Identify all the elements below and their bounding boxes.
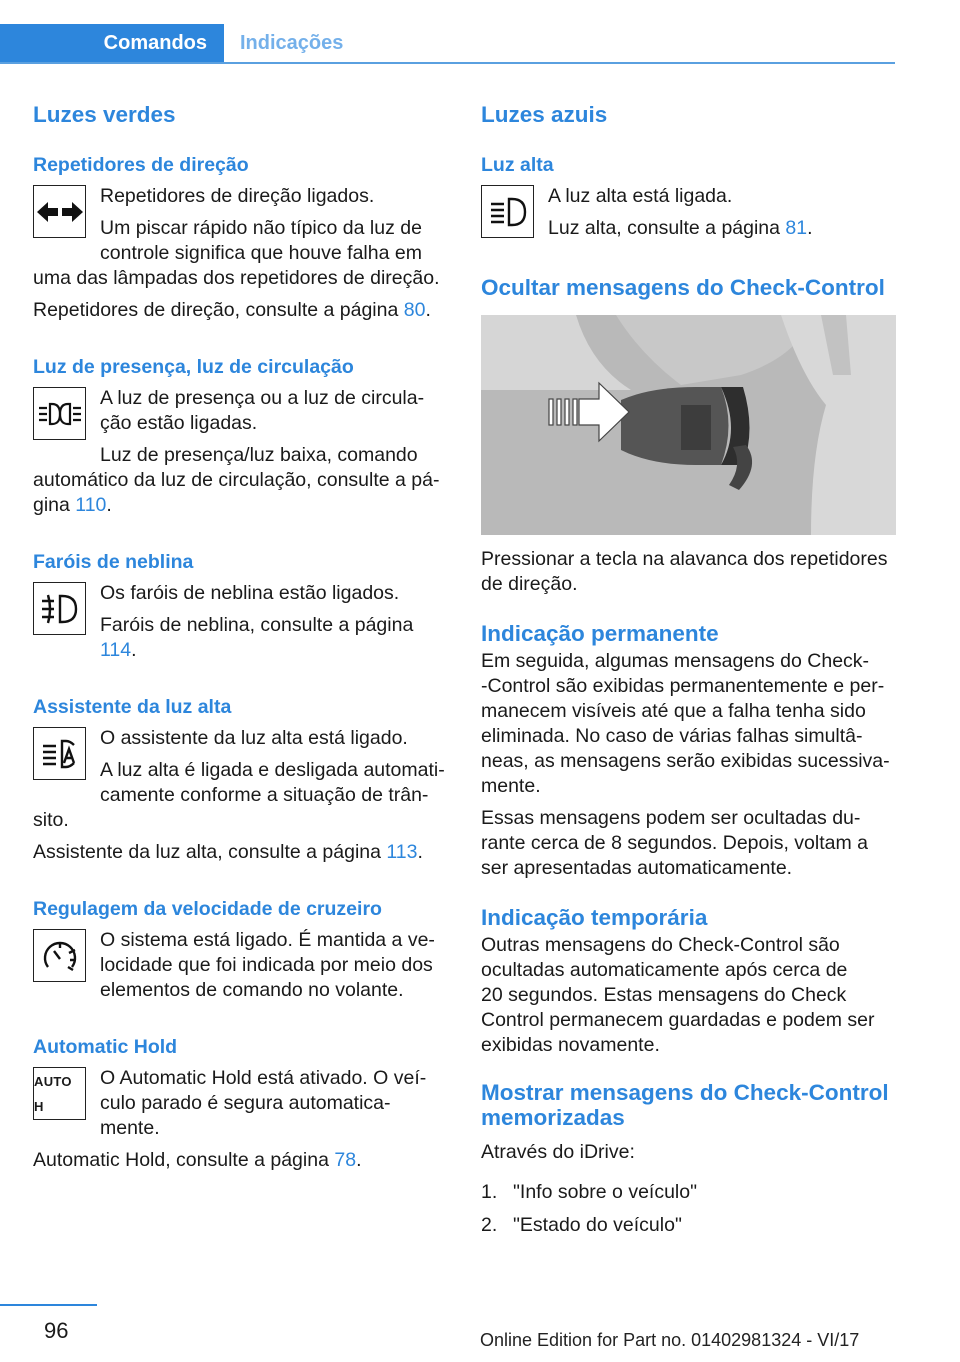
list-item: 2. "Estado do veículo"	[481, 1214, 682, 1236]
entry-turn-signals	[33, 184, 448, 323]
text-line: Os faróis de neblina estão ligados.	[100, 582, 400, 604]
text-line: ser apresentadas automaticamente.	[481, 857, 793, 879]
text-line: O assistente da luz alta está ligado.	[100, 727, 408, 749]
footer-rule	[0, 1304, 97, 1306]
list-item: 1. "Info sobre o veículo"	[481, 1181, 698, 1203]
text-line: Luz alta, consulte a página 81.	[548, 217, 813, 239]
page-link-113[interactable]: 113	[386, 841, 418, 863]
text-line: gina 110.	[33, 494, 112, 516]
parking-light-icon	[33, 387, 86, 440]
text-line: camente conforme a situação de trân‐	[100, 784, 429, 806]
text-line: Repetidores de direção ligados.	[100, 185, 375, 207]
heading-temporary-indication: Indicação temporária	[481, 905, 708, 930]
text-line: -Control são exibidas permanentemente e per‐	[481, 675, 885, 697]
text-line: rante cerca de 8 segundos. Depois, voltam a	[481, 832, 868, 854]
text-line: mente.	[100, 1117, 160, 1139]
heading-parking-lights: Luz de presença, luz de circulação	[33, 356, 354, 378]
text-line: Repetidores de direção, consulte a página 80.	[33, 299, 431, 321]
section-title-blue-lights: Luzes azuis	[481, 102, 608, 127]
header-bar	[0, 24, 895, 64]
page-link-114[interactable]: 114	[100, 639, 132, 661]
text-line: A luz de presença ou a luz de circula‐	[100, 387, 425, 409]
text-line: Faróis de neblina, consulte a página	[100, 614, 414, 636]
high-beam-assistant-icon	[33, 727, 86, 780]
page-link-110[interactable]: 110	[75, 494, 107, 516]
text-line: Pressionar a tecla na alavanca dos repetidores	[481, 548, 888, 570]
page-link-78[interactable]: 78	[334, 1149, 357, 1171]
text-line: uma das lâmpadas dos repetidores de direção.	[33, 267, 440, 289]
entry-high-beam-assistant	[33, 726, 448, 865]
tab-indicacoes[interactable]: Indicações	[240, 31, 344, 54]
idrive-steps-list	[481, 1180, 896, 1238]
text-line: sito.	[33, 809, 69, 831]
page-link-80[interactable]: 80	[403, 299, 426, 321]
entry-fog-lights	[33, 581, 448, 663]
text-line: Outras mensagens do Check-Control são	[481, 934, 840, 956]
text-line: controle significa que houve falha em	[100, 242, 422, 264]
entry-cruise-control	[33, 928, 448, 1003]
text-line: eliminada. No caso de várias falhas simultâ‐	[481, 725, 863, 747]
cruise-control-icon	[33, 929, 86, 982]
heading-turn-signals: Repetidores de direção	[33, 154, 249, 176]
auto-hold-icon: AUTO H	[33, 1067, 86, 1120]
page-link-81[interactable]: 81	[785, 217, 808, 239]
turn-signal-lever-photo	[481, 315, 896, 535]
text-line: de direção.	[481, 573, 578, 595]
text-line: elementos de comando no volante.	[100, 979, 404, 1001]
entry-parking-lights	[33, 386, 448, 518]
text-line: Em seguida, algumas mensagens do Check‐	[481, 650, 870, 672]
turn-signal-arrows-icon	[33, 185, 86, 238]
high-beam-icon	[481, 185, 534, 238]
heading-fog-lights: Faróis de neblina	[33, 551, 194, 573]
text-line: culo parado é segura automatica‐	[100, 1092, 391, 1114]
entry-automatic-hold	[33, 1066, 448, 1173]
heading-automatic-hold: Automatic Hold	[33, 1036, 178, 1058]
heading-high-beam: Luz alta	[481, 154, 554, 176]
text-line: exibidas novamente.	[481, 1034, 660, 1056]
text-line: O sistema está ligado. É mantida a ve‐	[100, 929, 435, 951]
text-line: manecem visíveis até que a falha tenha sido	[481, 700, 866, 722]
page-number: 96	[44, 1318, 69, 1343]
text-line: mente.	[481, 775, 541, 797]
heading-hide-check-control: Ocultar mensagens do Check-Control	[481, 275, 885, 300]
edition-note: Online Edition for Part no. 01402981324 - VI/17	[480, 1330, 860, 1350]
text-line: Através do iDrive:	[481, 1141, 635, 1163]
text-line: locidade que foi indicada por meio dos	[100, 954, 433, 976]
text-line: ocultadas automaticamente após cerca de	[481, 959, 848, 981]
text-line: Control permanecem guardadas e podem ser	[481, 1009, 875, 1031]
entry-high-beam	[481, 184, 896, 241]
heading-cruise-control: Regulagem da velocidade de cruzeiro	[33, 898, 382, 920]
heading-high-beam-assistant: Assistente da luz alta	[33, 696, 232, 718]
heading-stored-messages: Mostrar mensagens do Check-Control memorizadas	[481, 1080, 889, 1130]
fog-light-icon	[33, 582, 86, 635]
permanent-text	[481, 649, 896, 881]
section-title-green-lights: Luzes verdes	[33, 102, 176, 127]
text-line: Luz de presença/luz baixa, comando	[100, 444, 418, 466]
text-line: A luz alta é ligada e desligada automati‐	[100, 759, 445, 781]
tab-comandos[interactable]: Comandos	[0, 24, 224, 62]
right-column	[481, 100, 896, 1238]
text-line: 114.	[100, 639, 137, 661]
text-line: Um piscar rápido não típico da luz de	[100, 217, 422, 239]
text-line: A luz alta está ligada.	[548, 185, 733, 207]
text-line: ção estão ligadas.	[100, 412, 258, 434]
text-line: automático da luz de circulação, consulte a pá‐	[33, 469, 440, 491]
temporary-text	[481, 933, 896, 1058]
text-line: Assistente da luz alta, consulte a página 113.	[33, 841, 423, 863]
left-column	[33, 100, 448, 1173]
heading-permanent-indication: Indicação permanente	[481, 621, 719, 646]
text-line: 20 segundos. Estas mensagens do Check	[481, 984, 847, 1006]
text-line: O Automatic Hold está ativado. O veí‐	[100, 1067, 427, 1089]
text-line: Automatic Hold, consulte a página 78.	[33, 1149, 362, 1171]
text-line: neas, as mensagens serão exibidas sucessiva‐	[481, 750, 890, 772]
text-line: Essas mensagens podem ser ocultadas du‐	[481, 807, 861, 829]
